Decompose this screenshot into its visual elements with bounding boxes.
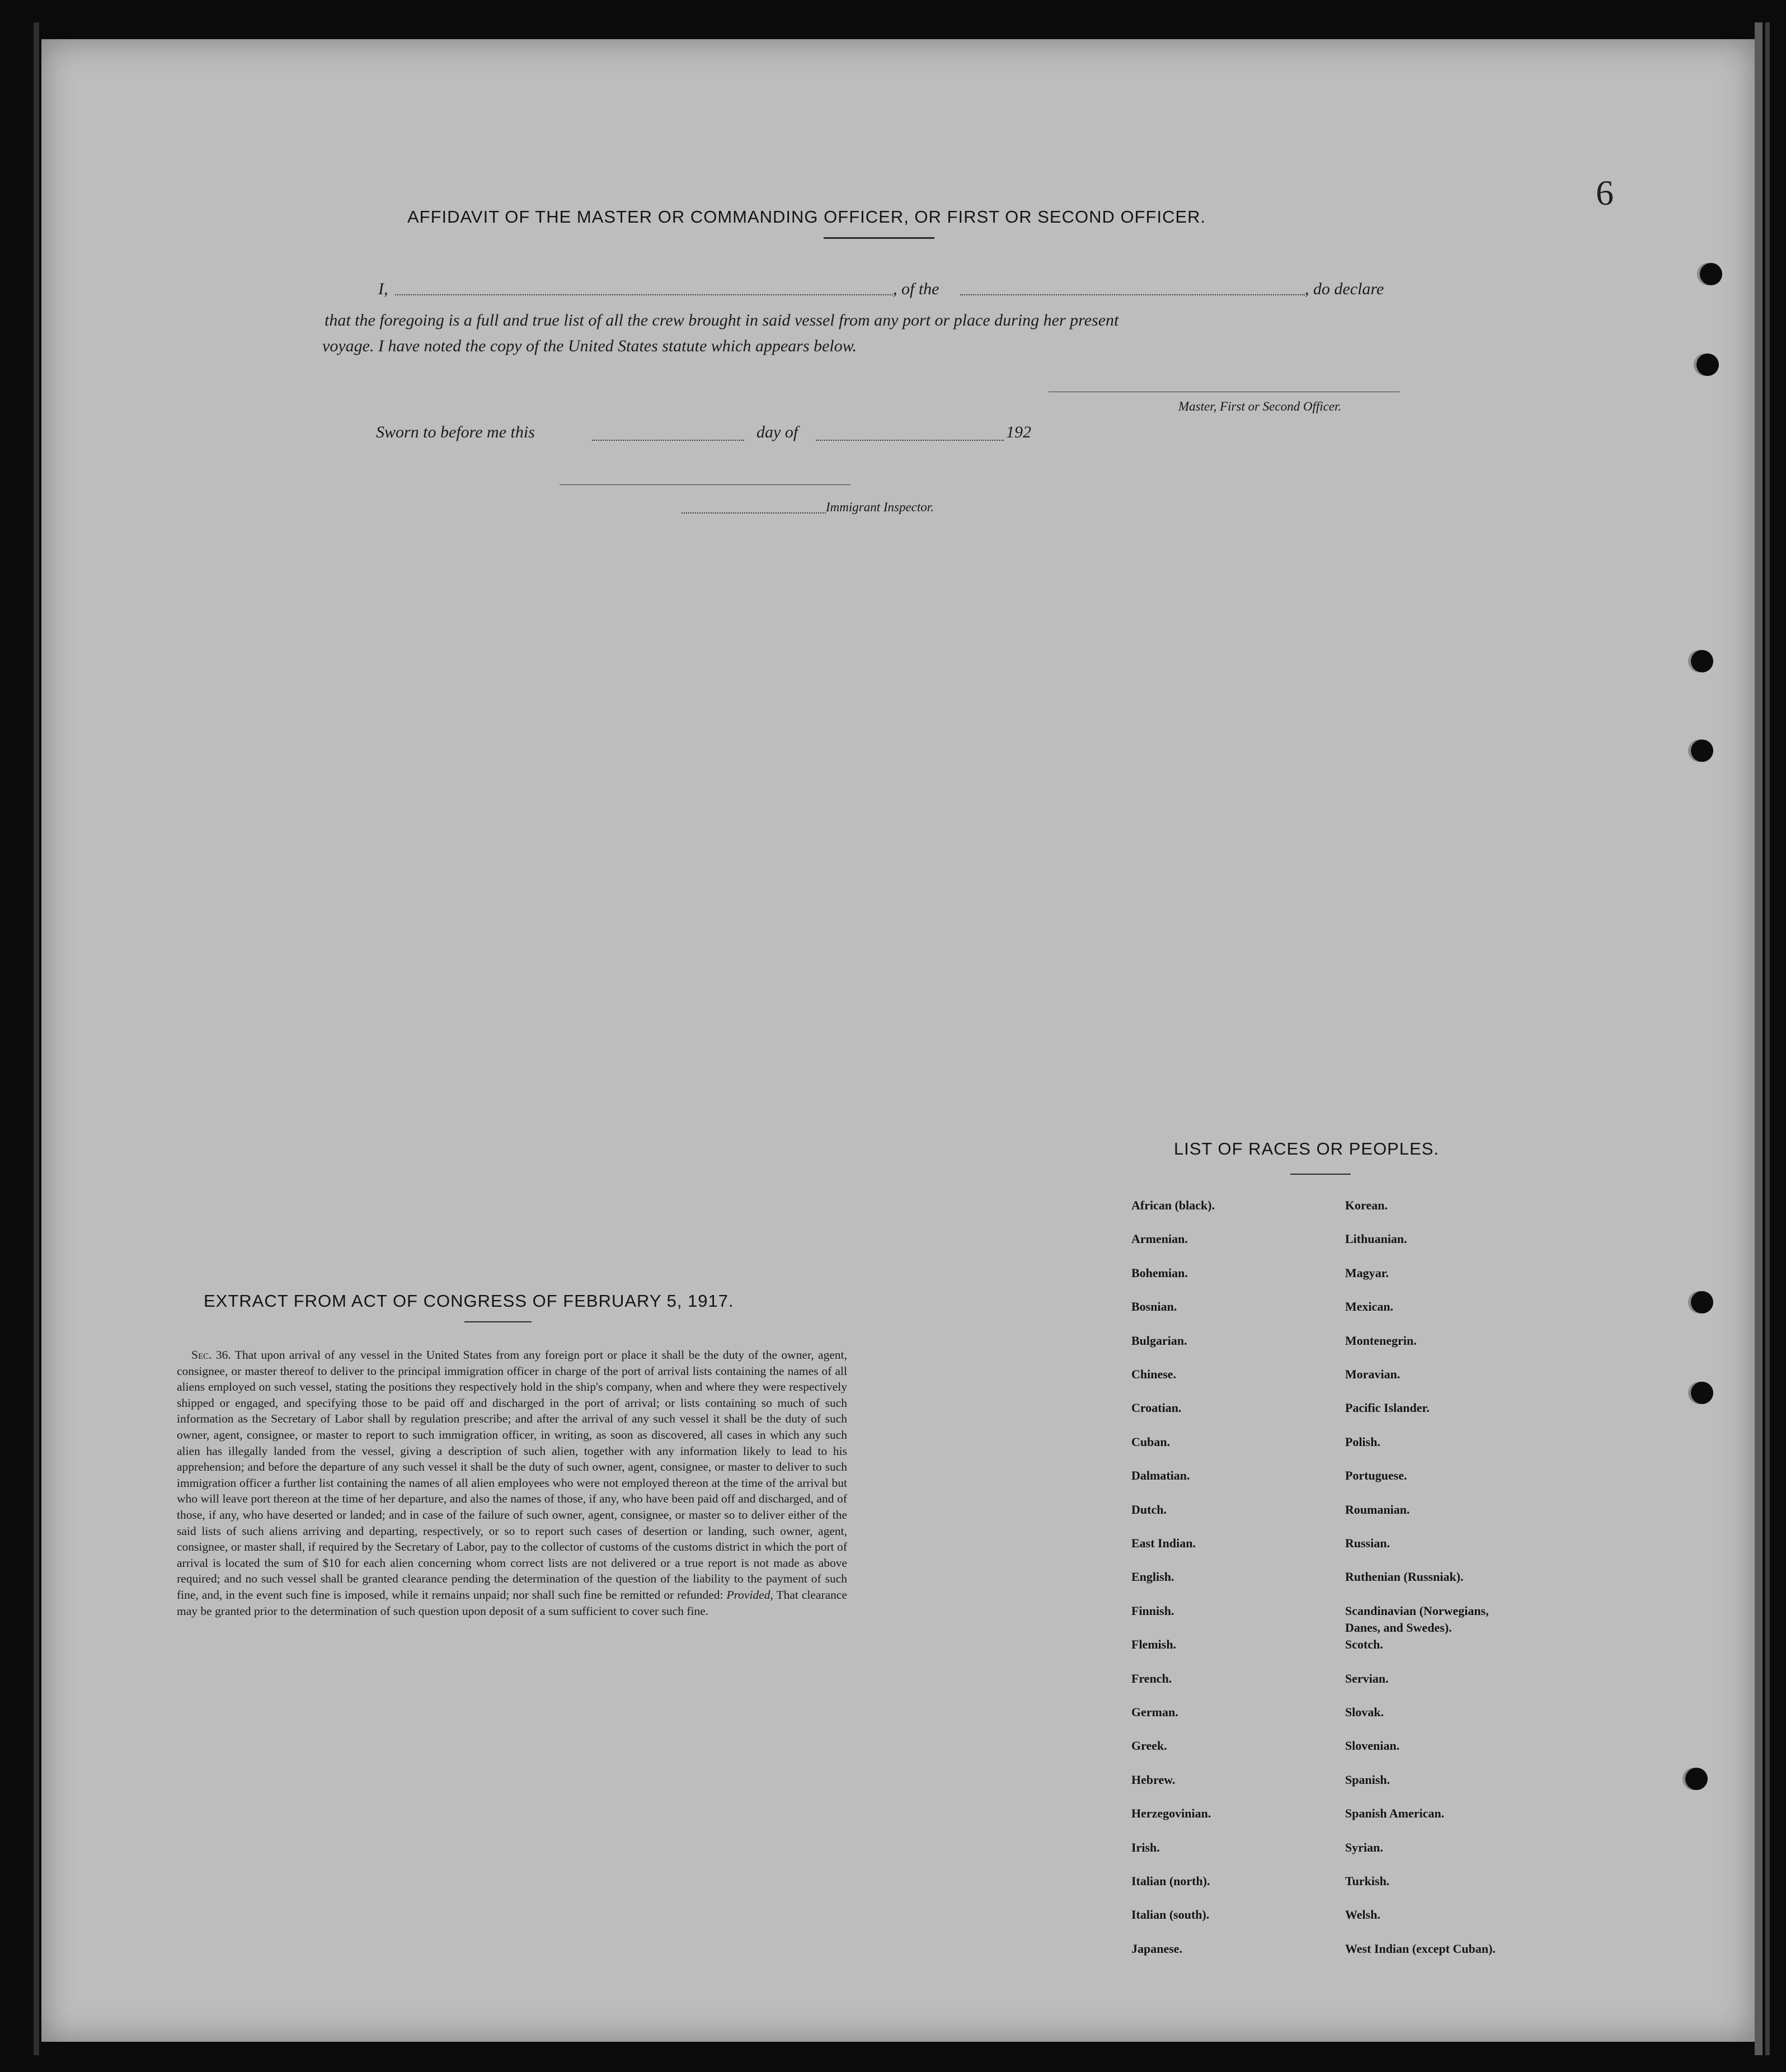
- race-item: Irish.: [1131, 1840, 1160, 1854]
- race-item: Chinese.: [1131, 1367, 1177, 1381]
- sworn-month-field: [816, 440, 1004, 441]
- declare-label: , do declare: [1305, 280, 1384, 298]
- race-item: East Indian.: [1131, 1536, 1196, 1550]
- declarant-name-field: [395, 294, 893, 295]
- provided-word: Provided,: [726, 1588, 773, 1602]
- race-item: Servian.: [1345, 1671, 1389, 1685]
- race-item: Roumanian.: [1345, 1502, 1410, 1517]
- inspector-signature-line: [560, 484, 850, 485]
- race-item: Pacific Islander.: [1345, 1401, 1430, 1415]
- race-item: Hebrew.: [1131, 1772, 1176, 1787]
- races-title-underline: [1290, 1174, 1351, 1175]
- race-item: French.: [1131, 1671, 1172, 1685]
- page-edge: [1765, 22, 1770, 2055]
- race-item: Dalmatian.: [1131, 1468, 1190, 1483]
- declarant-label: I,: [378, 280, 388, 298]
- race-item: Magyar.: [1345, 1265, 1389, 1280]
- race-item: Montenegrin.: [1345, 1333, 1417, 1348]
- binder-hole: [1700, 263, 1722, 285]
- race-item: Bulgarian.: [1131, 1333, 1187, 1348]
- vessel-name-field: [960, 294, 1305, 295]
- affidavit-line-3: voyage. I have noted the copy of the United States statute which appears below.: [322, 337, 857, 355]
- race-item: Japanese.: [1131, 1941, 1183, 1956]
- sworn-day-field: [592, 440, 744, 441]
- race-item: Armenian.: [1131, 1232, 1188, 1246]
- page-edge: [1755, 22, 1762, 2055]
- race-item: West Indian (except Cuban).: [1345, 1941, 1496, 1956]
- race-item: Turkish.: [1345, 1874, 1390, 1888]
- race-item: Finnish.: [1131, 1603, 1174, 1618]
- inspector-name-field: [682, 512, 826, 514]
- race-item: English.: [1131, 1570, 1174, 1584]
- race-item: Portuguese.: [1345, 1468, 1407, 1483]
- race-item: Moravian.: [1345, 1367, 1400, 1381]
- race-item: Italian (north).: [1131, 1874, 1210, 1888]
- race-item: Spanish.: [1345, 1772, 1390, 1787]
- binder-hole: [1691, 1382, 1713, 1404]
- title-underline: [824, 237, 934, 239]
- affidavit-line-2: that the foregoing is a full and true list of all the crew brought in said vessel from any port or place during her present: [325, 311, 1119, 329]
- extract-title: EXTRACT FROM ACT OF CONGRESS OF FEBRUARY 5, 1917.: [204, 1291, 734, 1311]
- master-signature-label: Master, First or Second Officer.: [1178, 399, 1342, 413]
- race-item: Spanish American.: [1345, 1806, 1445, 1821]
- race-item: Ruthenian (Russniak).: [1345, 1570, 1464, 1584]
- race-item: Slovenian.: [1345, 1739, 1400, 1753]
- race-item: Danes, and Swedes).: [1345, 1620, 1452, 1635]
- affidavit-title: AFFIDAVIT OF THE MASTER OR COMMANDING OFFICER, OR FIRST OR SECOND OFFICER.: [407, 207, 1206, 227]
- race-item: Flemish.: [1131, 1637, 1177, 1652]
- races-title: LIST OF RACES OR PEOPLES.: [1174, 1139, 1440, 1159]
- race-item: Syrian.: [1345, 1840, 1383, 1854]
- extract-title-underline: [464, 1321, 532, 1322]
- page-number-mark: 6: [1596, 173, 1614, 213]
- race-item: Italian (south).: [1131, 1908, 1210, 1922]
- race-item: Slovak.: [1345, 1705, 1384, 1719]
- race-item: Lithuanian.: [1345, 1232, 1407, 1246]
- vessel-label: , of the: [893, 280, 939, 298]
- race-item: Cuban.: [1131, 1434, 1171, 1449]
- binder-hole: [1696, 354, 1719, 376]
- binder-hole: [1691, 650, 1713, 672]
- race-item: Bohemian.: [1131, 1265, 1188, 1280]
- race-item: Scandinavian (Norwegians,: [1345, 1603, 1489, 1618]
- race-item: Bosnian.: [1131, 1299, 1177, 1314]
- sworn-label: Sworn to before me this: [376, 423, 535, 441]
- inspector-label: Immigrant Inspector.: [826, 500, 934, 514]
- binder-hole: [1691, 1291, 1713, 1313]
- race-item: African (black).: [1131, 1198, 1215, 1212]
- race-item: Mexican.: [1345, 1299, 1394, 1314]
- day-of-label: day of: [756, 423, 798, 441]
- race-item: Dutch.: [1131, 1502, 1167, 1517]
- race-item: Polish.: [1345, 1434, 1380, 1449]
- race-item: Croatian.: [1131, 1401, 1182, 1415]
- race-item: Korean.: [1345, 1198, 1388, 1212]
- section-tail: That clearance may be granted prior to the determination of such question upon deposit of a sum sufficient to cover such fine.: [177, 1588, 848, 1618]
- year-label: 192: [1006, 423, 1031, 441]
- race-item: Welsh.: [1345, 1908, 1380, 1922]
- race-item: Russian.: [1345, 1536, 1390, 1550]
- page-edge: [34, 22, 39, 2055]
- binder-hole: [1691, 740, 1713, 762]
- race-item: Herzegovinian.: [1131, 1806, 1211, 1821]
- race-item: Scotch.: [1345, 1637, 1383, 1652]
- binder-hole: [1685, 1768, 1708, 1790]
- section-body: That upon arrival of any vessel in the United States from any foreign port or place it shall be the duty of the owner, agent, consignee, or master thereof to deliver to the principal immigration officer in charge of the port of arrival lists containing the names of all aliens employed on such vessel, stating the positions they respectively hold in the ship's company, when and where they were respectively shipped or engaged, and specifying those to be paid off and discharged in the port of arrival; or lists containing so much of such information as the Secretary of Labor shall by regulation prescribe; and after the arrival of any such vessel it shall be the duty of such owner, agent, consignee, or master to report to such immigration officer, in writing, as soon as discovered, all cases in which any such alien has illegally landed from the vessel, giving a description of such alien, together with any information likely to lead to his apprehension; and before the departure of any such vessel it shall be the duty of such owner, agent, consignee, or master to deliver to such immigration officer a further list containing the names of all alien employees who were not employed thereon at the time of the arrival but who will leave port thereon at the time of her departure, and also the names of those, if any, who have been paid off and discharged, and of those, if any, who have deserted or landed; and in case of the failure of such owner, agent, consignee, or master so to deliver either of the said lists of such aliens arriving and departing, respectively, or so to report such cases of desertion or landing, such owner, agent, consignee, or master shall, if required by the Secretary of Labor, pay to the collector of customs of the customs district in which the port of arrival is located the sum of $10 for each alien concerning whom correct lists are not delivered or a true report is not made as above required; and no such vessel shall be granted clearance pending the determination of the question of the liability to the payment of such fine, and, in the event such fine is imposed, while it remains unpaid; nor shall such fine be remitted or refunded:: [177, 1348, 847, 1602]
- section-number: Sec. 36.: [191, 1348, 231, 1362]
- race-item: Greek.: [1131, 1739, 1167, 1753]
- act-section-36-text: [177, 1347, 847, 1619]
- document-page: [41, 39, 1755, 2042]
- race-item: German.: [1131, 1705, 1178, 1719]
